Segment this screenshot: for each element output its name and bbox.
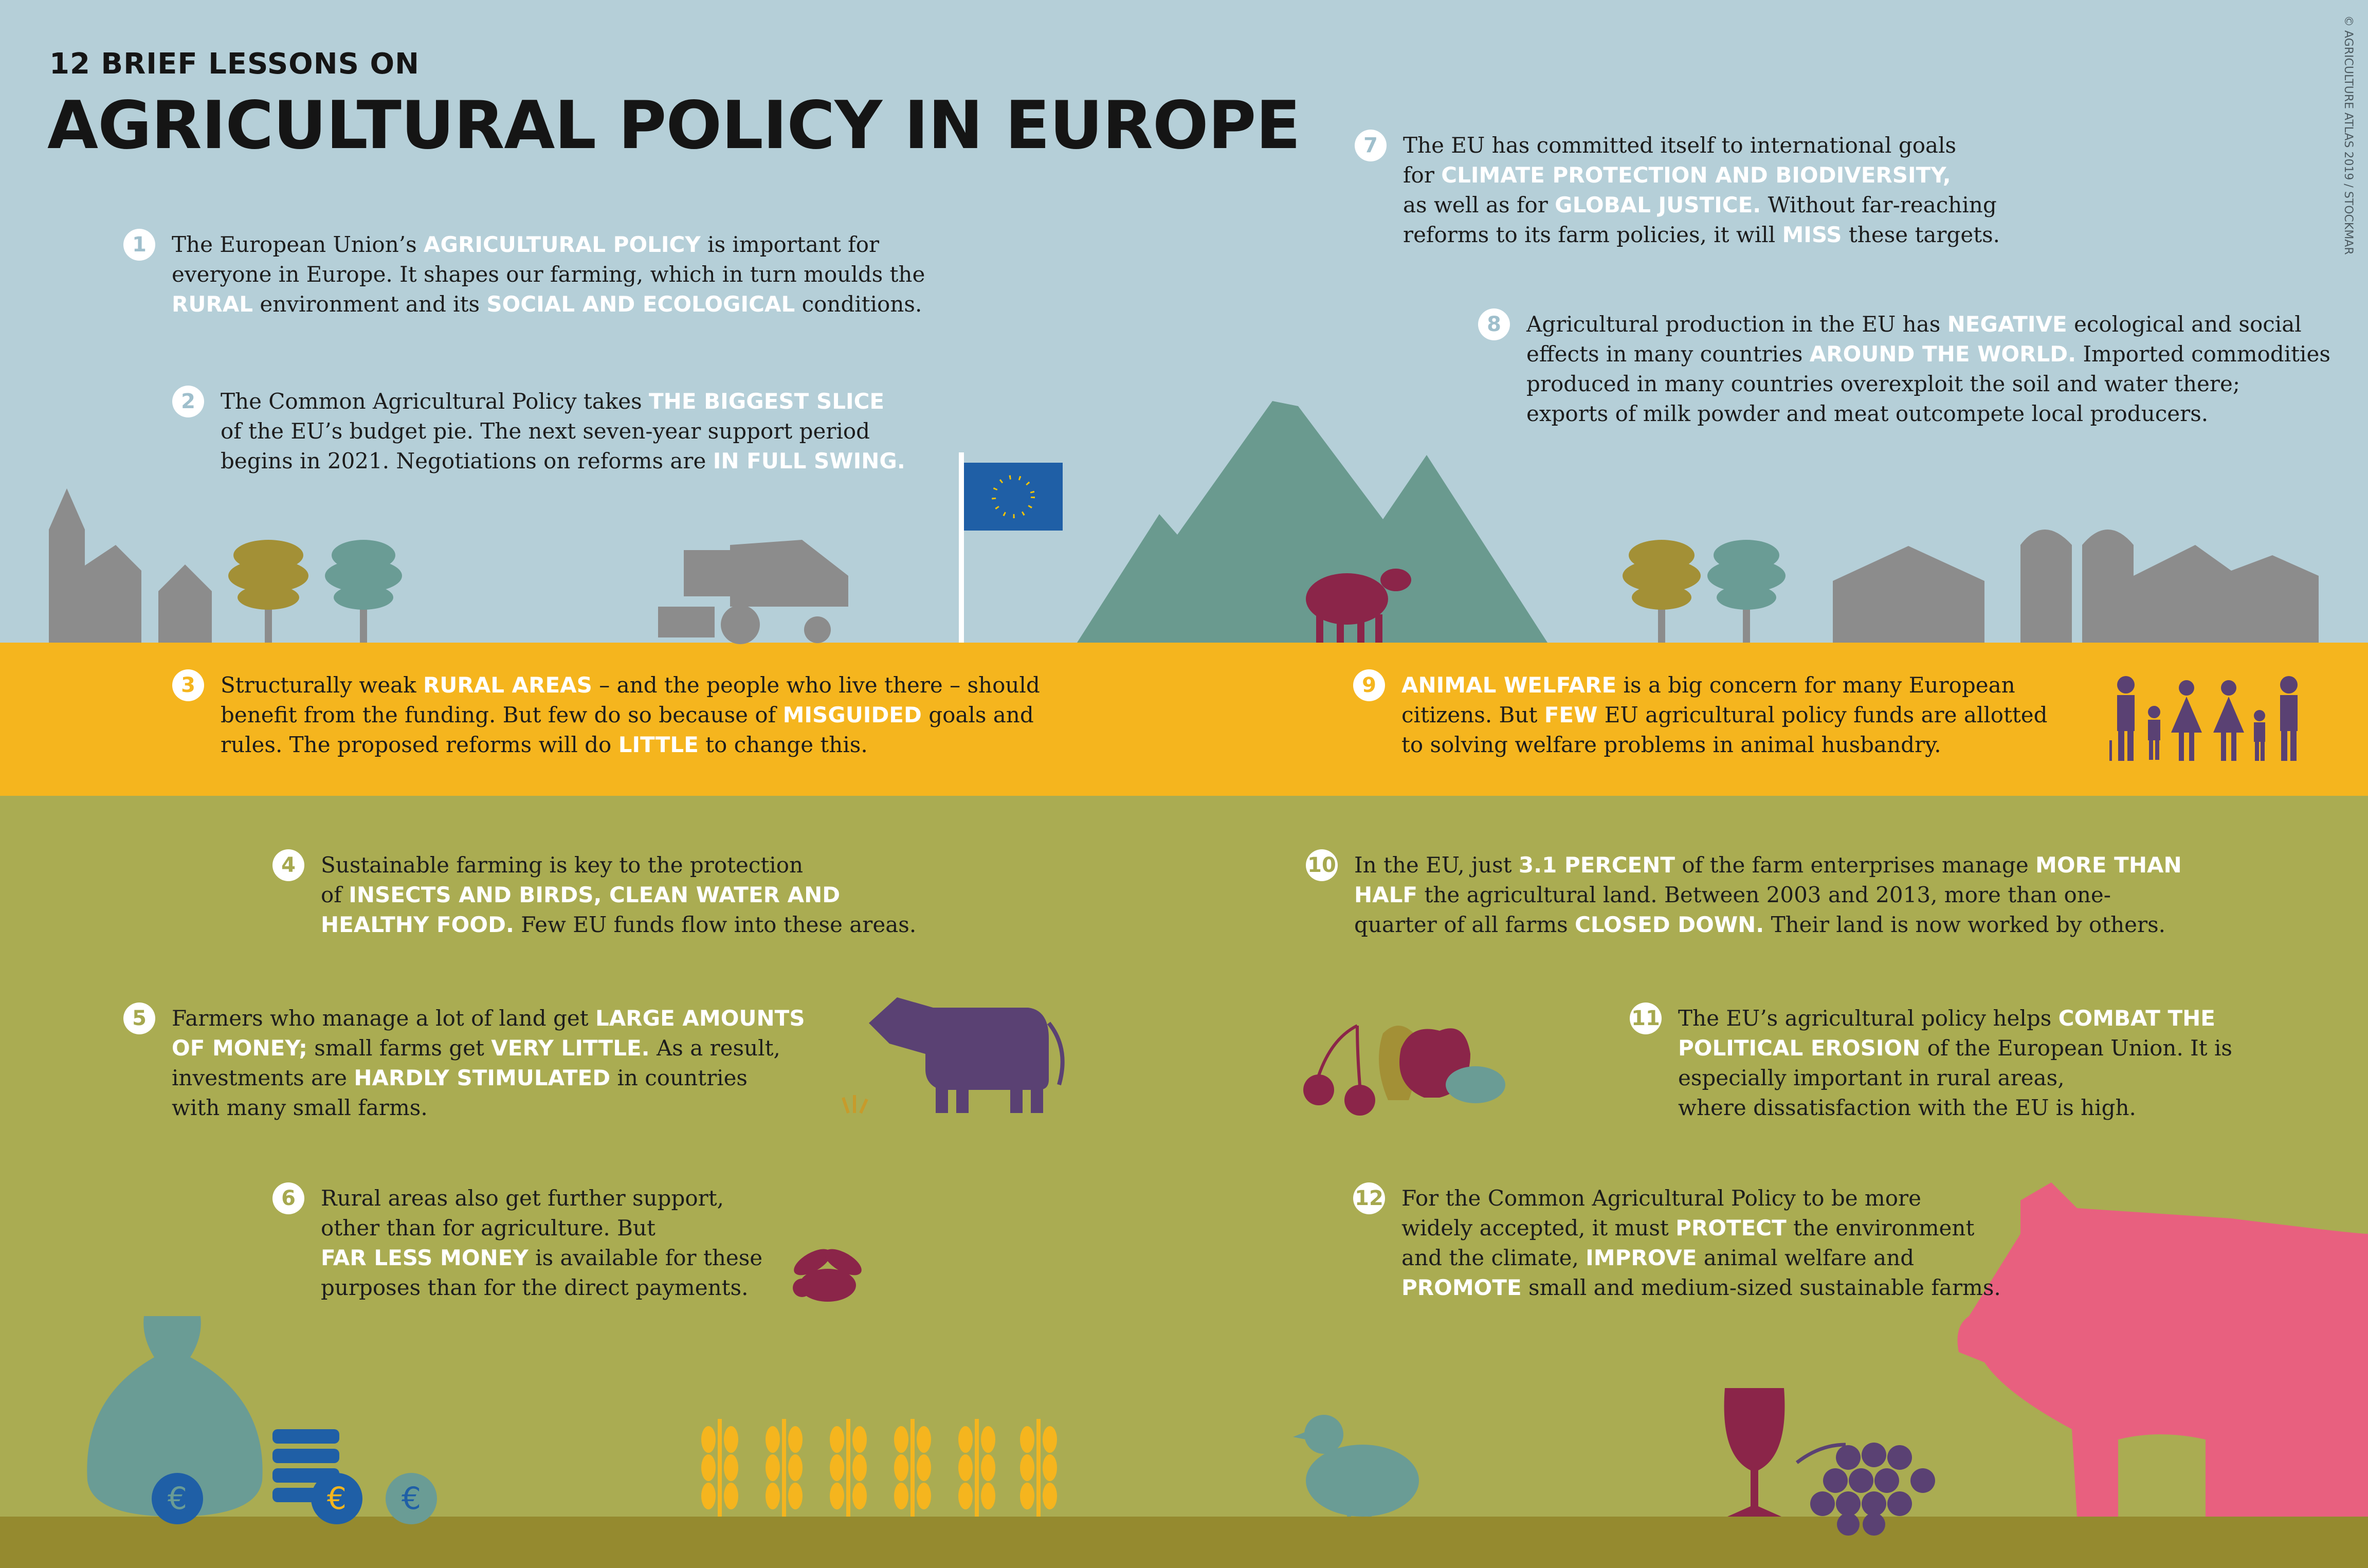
lesson-number-badge: 8 [1478,308,1510,340]
lesson-line [1678,1093,2232,1123]
lesson-line [1678,1063,2232,1093]
highlighted-phrase: HALF [1354,882,1418,907]
tree-icon [1623,540,1701,643]
text-segment: conditions. [795,291,922,317]
lesson-line [1678,1004,2232,1033]
lesson-line [321,1183,762,1213]
cow-icon [869,997,1063,1113]
lesson-line [172,1063,805,1093]
lesson-text [321,1183,762,1303]
text-segment: Farmers who manage a lot of land get [172,1006,596,1031]
text-segment: In the EU, just [1354,852,1519,878]
text-segment: especially important in rural areas, [1678,1065,2065,1090]
text-segment: Their land is now worked by others. [1764,912,2165,937]
lesson-line [1354,910,2182,940]
lesson-number-badge: 12 [1353,1182,1385,1214]
lesson-number-badge: 3 [172,669,204,701]
text-segment: As a result, [649,1035,780,1061]
lesson-line [172,289,925,319]
lesson-number-badge: 5 [123,1002,155,1034]
text-segment: with many small farms. [172,1095,428,1120]
lesson-line [1403,190,2000,220]
text-segment: – and the people who live there – should [592,672,1040,698]
highlighted-phrase: HEALTHY FOOD. [321,912,514,937]
tree-icon [325,540,402,643]
lesson-line [172,1093,805,1123]
text-segment: reforms to its farm policies, it will [1403,222,1782,247]
highlighted-phrase: MORE THAN [2035,852,2182,878]
lesson-line [1526,339,2330,369]
lesson-line [1678,1033,2232,1063]
church-icon [49,488,141,643]
text-segment: these targets. [1842,222,2000,247]
highlighted-phrase: THE BIGGEST SLICE [649,389,885,414]
kicker-heading: 12 BRIEF LESSONS ON [49,47,420,81]
highlighted-phrase: PROTECT [1675,1215,1787,1241]
lesson-text [221,387,905,476]
highlighted-phrase: INSECTS AND BIRDS, CLEAN WATER AND [349,882,841,907]
text-segment: is available for these [528,1245,763,1270]
lesson-number-badge: 11 [1630,1002,1662,1034]
wheat-icon [701,1419,1057,1517]
lesson-line [221,700,1040,730]
highlighted-phrase: 3.1 PERCENT [1518,852,1675,878]
lesson-line [321,880,916,910]
lesson-number-badge: 9 [1353,669,1385,701]
text-segment: of the European Union. It is [1920,1035,2232,1061]
lesson-line [1354,850,2182,880]
lesson-text [1401,670,2048,760]
euro-coin-icon [152,1473,203,1524]
text-segment: of [321,882,349,907]
text-segment: quarter of all farms [1354,912,1575,937]
highlighted-phrase: LITTLE [618,732,699,757]
text-segment: of the EU’s budget pie. The next seven-year support period [221,418,870,444]
highlighted-phrase: PROMOTE [1401,1275,1522,1300]
grapes-icon [1797,1443,1935,1536]
text-segment: Imported commodities [2076,341,2330,367]
lesson-line [1401,1273,2001,1303]
text-segment: Without far-reaching [1761,192,1997,217]
text-segment: animal welfare and [1697,1245,1915,1270]
silo-icon [2020,530,2319,643]
highlighted-phrase: POLITICAL EROSION [1678,1035,1921,1061]
lesson-line [221,387,905,416]
text-segment: Few EU funds flow into these areas. [514,912,917,937]
lesson-line [221,446,905,476]
highlighted-phrase: CLIMATE PROTECTION AND BIODIVERSITY, [1441,162,1951,188]
highlighted-phrase: AGRICULTURAL POLICY [424,232,701,257]
wine-glass-icon [1724,1388,1785,1517]
lesson-line [1403,220,2000,250]
lesson-text [1403,131,2000,250]
euro-coin-icon [311,1473,362,1524]
lesson-number-badge: 7 [1355,130,1387,161]
lesson-text [1401,1183,2001,1303]
lesson-number-badge: 10 [1306,849,1338,881]
text-segment: widely accepted, it must [1401,1215,1676,1241]
highlighted-phrase: GLOBAL JUSTICE. [1555,192,1761,217]
page-title: AGRICULTURAL POLICY IN EUROPE [47,87,1300,164]
text-segment: everyone in Europe. It shapes our farming, which in turn moulds the [172,262,925,287]
pig-icon [1958,1182,2368,1517]
text-segment: citizens. But [1401,702,1544,727]
text-segment: The European Union’s [172,232,424,257]
quail-icon [1293,1415,1419,1517]
lesson-line [321,1273,762,1303]
house-icon [158,564,212,643]
lesson-line [1526,369,2330,399]
text-segment: For the Common Agricultural Policy to be more [1401,1186,1921,1211]
highlighted-phrase: FAR LESS MONEY [321,1245,529,1270]
text-segment: exports of milk powder and meat outcompete local producers. [1526,401,2209,426]
text-segment: for [1403,162,1442,188]
text-segment: purposes than for the direct payments. [321,1275,749,1300]
lesson-line [1401,670,2048,700]
lesson-number-badge: 6 [272,1182,304,1214]
text-segment: Structurally weak [221,672,423,698]
lesson-line [321,910,916,940]
lesson-line [221,670,1040,700]
lesson-number-badge: 4 [272,849,304,881]
lesson-line [1401,1213,2001,1243]
text-segment: small farms get [307,1035,491,1061]
lesson-line [1401,1243,2001,1273]
text-segment: in countries [610,1065,748,1090]
lesson-line [172,1004,805,1033]
lesson-line [221,416,905,446]
text-segment: benefit from the funding. But few do so because of [221,702,783,727]
highlighted-phrase: VERY LITTLE. [491,1035,650,1061]
highlighted-phrase: RURAL [172,291,253,317]
text-segment: is a big concern for many European [1616,672,2015,698]
lesson-number-badge: 2 [172,386,204,417]
text-segment: begins in 2021. Negotiations on reforms are [221,448,713,473]
lesson-line [1526,399,2330,429]
text-segment: of the farm enterprises manage [1675,852,2036,878]
text-segment: Sustainable farming is key to the protection [321,852,804,878]
tree-icon [1707,540,1786,643]
lesson-text [1354,850,2182,940]
lesson-line [1354,880,2182,910]
text-segment: The EU’s agricultural policy helps [1678,1006,2059,1031]
lesson-line [172,230,925,260]
text-segment: The EU has committed itself to international goals [1403,133,1957,158]
lesson-text [1526,309,2330,429]
svg-text:€: € [167,1481,188,1517]
text-segment: rules. The proposed reforms will do [221,732,618,757]
highlighted-phrase: FEW [1544,702,1598,727]
text-segment: the agricultural land. Between 2003 and 2013, more than one- [1417,882,2111,907]
text-segment: where dissatisfaction with the EU is high. [1678,1095,2136,1120]
text-segment: Agricultural production in the EU has [1526,312,1947,337]
lesson-line [1401,700,2048,730]
lesson-text [321,850,916,940]
highlighted-phrase: MISGUIDED [782,702,922,727]
lesson-text [172,1004,805,1123]
fruit-icon [1303,1026,1505,1116]
text-segment: the environment [1786,1215,1975,1241]
highlighted-phrase: OF MONEY; [172,1035,307,1061]
text-segment: ecological and social [2067,312,2302,337]
highlighted-phrase: IN FULL SWING. [713,448,905,473]
highlighted-phrase: RURAL AREAS [423,672,592,698]
text-segment: to solving welfare problems in animal husbandry. [1401,732,1941,757]
text-segment: and the climate, [1401,1245,1586,1270]
lesson-line [172,1033,805,1063]
text-segment: Rural areas also get further support, [321,1186,724,1211]
eu-flag-icon [959,452,1063,643]
lesson-line [1403,131,2000,160]
text-segment: EU agricultural policy funds are allotted [1597,702,2048,727]
highlighted-phrase: ANIMAL WELFARE [1401,672,1617,698]
text-segment: The Common Agricultural Policy takes [221,389,649,414]
lesson-text [172,230,925,319]
text-segment: goals and [921,702,1034,727]
text-segment: effects in many countries [1526,341,1810,367]
highlighted-phrase: MISS [1782,222,1842,247]
text-segment: investments are [172,1065,354,1090]
lesson-line [1403,160,2000,190]
text-segment: as well as for [1403,192,1555,217]
highlighted-phrase: CLOSED DOWN. [1575,912,1764,937]
highlighted-phrase: LARGE AMOUNTS [595,1006,805,1031]
lesson-line [321,1243,762,1273]
text-segment: produced in many countries overexploit the soil and water there; [1526,371,2240,396]
highlighted-phrase: AROUND THE WORLD. [1809,341,2076,367]
highlighted-phrase: HARDLY STIMULATED [354,1065,611,1090]
grass-icon [843,1095,867,1113]
barn-icon [1833,546,1984,643]
tree-icon [228,540,308,643]
euro-coin-icon [386,1473,437,1524]
text-segment: to change this. [698,732,868,757]
lesson-line [321,850,916,880]
lesson-line [221,730,1040,760]
lesson-line [321,1213,762,1243]
lesson-line [1401,1183,2001,1213]
lesson-text [221,670,1040,760]
combine-harvester-icon [658,540,848,644]
svg-text:€: € [326,1481,347,1517]
lesson-line [1526,309,2330,339]
bee-icon [790,1244,865,1302]
credit-line: © AGRICULTURE ATLAS 2019 / STOCKMAR [2342,15,2355,255]
text-segment: small and medium-sized sustainable farms. [1521,1275,2001,1300]
highlighted-phrase: IMPROVE [1586,1245,1697,1270]
lesson-number-badge: 1 [123,229,155,261]
text-segment: environment and its [253,291,487,317]
lesson-line [1401,730,2048,760]
text-segment: other than for agriculture. But [321,1215,655,1241]
highlighted-phrase: SOCIAL AND ECOLOGICAL [486,291,795,317]
family-icon [2109,676,2298,761]
text-segment: is important for [700,232,880,257]
highlighted-phrase: NEGATIVE [1947,312,2067,337]
highlighted-phrase: COMBAT THE [2058,1006,2215,1031]
svg-text:€: € [401,1481,422,1517]
lesson-text [1678,1004,2232,1123]
lesson-line [172,260,925,289]
